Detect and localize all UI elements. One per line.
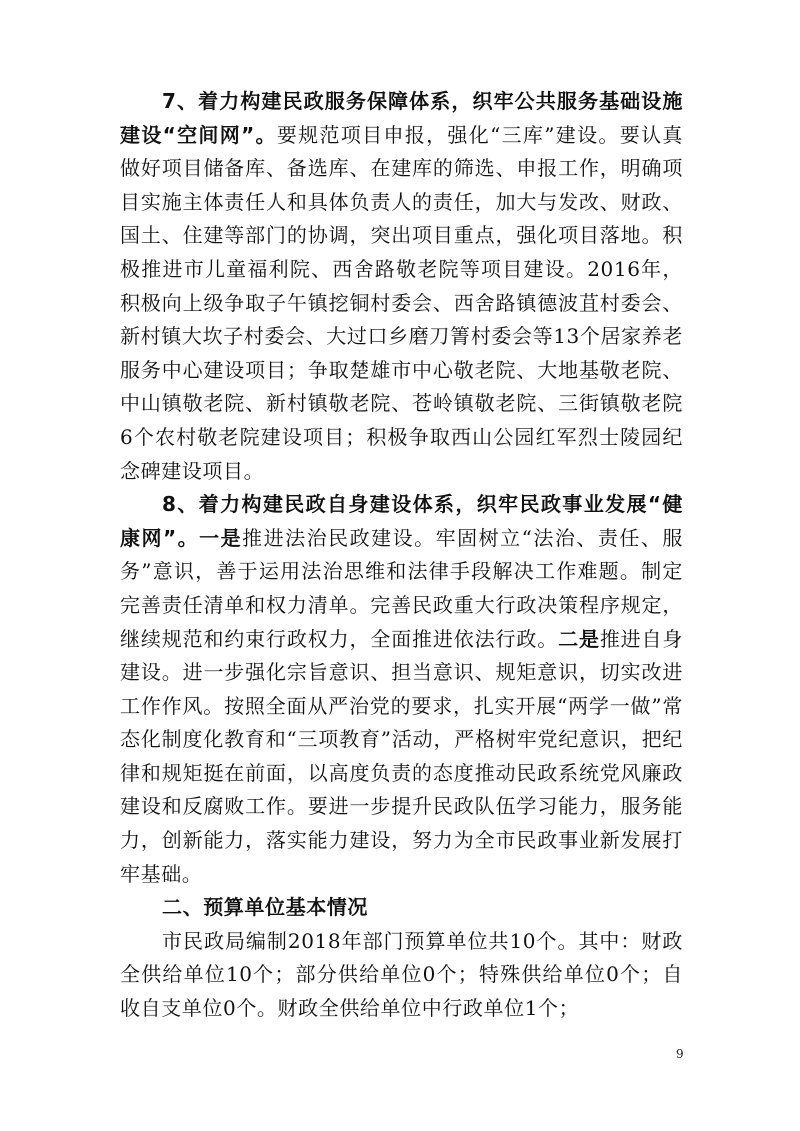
item-7-heading: 7、着力构建民政服务保障体系，织牢公共服务基础设施建设“空间网”。 [120, 89, 683, 147]
item-8-heading: 8、着力构建民政自身建设体系，织牢民政事业发展“健康网”。 [120, 492, 683, 550]
item-8-part-1-body: 推进法治民政建设。牢固树立“法治、责任、服务”意识，善于运用法治思维和法律手段解决工作难题。制定完善责任清单和权力清单。完善民政重大行政决策程序规定，继续规范和约束行政权力，全面推进依法行政。 [120, 525, 684, 651]
paragraph-item-8 [120, 488, 683, 891]
body-text [120, 85, 683, 1026]
item-8-part-2-label: 二是 [558, 626, 600, 651]
section-2-heading: 二、预算单位基本情况 [162, 895, 368, 920]
page-number: 9 [676, 1047, 684, 1061]
item-7-body: 要规范项目申报，强化“三库”建设。要认真做好项目储备库、备选库、在建库的筛选、申报工作，明确项目实施主体责任人和具体负责人的责任，加大与发改、财政、国土、住建等部门的协调，突出项目重点，强化项目落地。积极推进市儿童福利院、西舍路敬老院等项目建设。2016年，积极向上级争取子午镇挖铜村委会、西舍路镇德波苴村委会、新村镇大坎子村委会、大过口乡磨刀箐村委会等13个居家养老服务中心建设项目；争取楚雄市中心敬老院、大地基敬老院、中山镇敬老院、新村镇敬老院、苍岭镇敬老院、三街镇敬老院6个农村敬老院建设项目；积极争取西山公园红军烈士陵园纪念碑建设项目。 [120, 122, 683, 483]
item-8-part-1-label: 一是 [199, 525, 243, 550]
paragraph-item-7 [120, 85, 683, 488]
item-8-part-2-body: 推进自身建设。进一步强化宗旨意识、担当意识、规矩意识，切实改进工作作风。按照全面从严治党的要求，扎实开展“两学一做”常态化制度化教育和“三项教育”活动，严格树牢党纪意识，把纪律和规矩挺在前面，以高度负责的态度推动民政系统党风廉政建设和反腐败工作。要进一步提升民政队伍学习能力，服务能力，创新能力，落实能力建设，努力为全市民政事业新发展打牢基础。 [120, 626, 683, 886]
section-2-body: 市民政局编制2018年部门预算单位共10个。其中：财政全供给单位10个；部分供给单位0个；特殊供给单位0个；自收自支单位0个。财政全供给单位中行政单位1个； [120, 928, 683, 1021]
